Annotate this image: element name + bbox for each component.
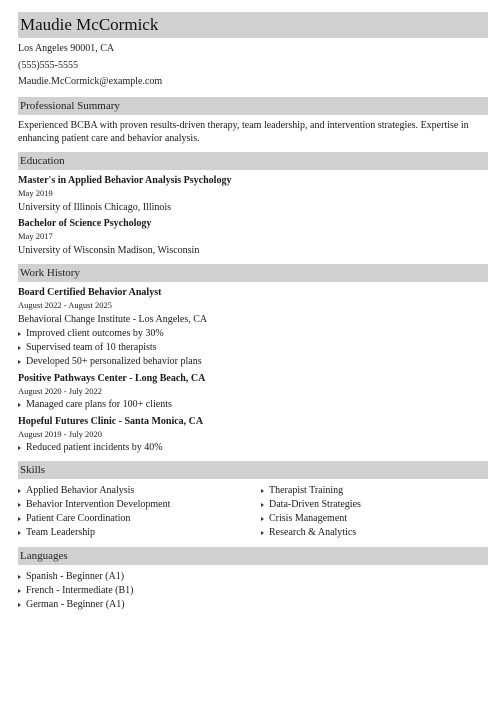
degree-date: May 2017 bbox=[18, 230, 53, 241]
degree-title: Bachelor of Science Psychology bbox=[18, 217, 152, 229]
skill-item: Therapist Training bbox=[261, 484, 488, 498]
education-item bbox=[18, 174, 488, 215]
job-item bbox=[18, 372, 488, 412]
education-list bbox=[18, 174, 488, 258]
candidate-name: Maudie McCormick bbox=[20, 15, 159, 34]
degree-date: May 2019 bbox=[18, 187, 53, 198]
job-bullets bbox=[18, 398, 488, 412]
job-dates: August 2020 - July 2022 bbox=[18, 385, 103, 396]
skill-item: Data-Driven Strategies bbox=[261, 498, 488, 512]
education-section-title: Education bbox=[20, 154, 65, 167]
education-item bbox=[18, 217, 488, 258]
contact-address: Los Angeles 90001, CA bbox=[18, 43, 115, 54]
school-name: University of Wisconsin Madison, Wisconsin bbox=[18, 244, 200, 256]
skills-column-left bbox=[18, 484, 261, 540]
summary-text: Experienced BCBA with proven results-driven therapy, team leadership, and intervention strategies. Expertise in enhancing patient care and behavior analysis. bbox=[18, 119, 469, 144]
name-header bbox=[18, 12, 488, 38]
contact-email: Maudie.McCormick@example.com bbox=[18, 76, 163, 87]
skill-item: Crisis Management bbox=[261, 512, 488, 526]
skill-item: Behavior Intervention Development bbox=[18, 498, 261, 512]
language-item: German - Beginner (A1) bbox=[18, 598, 488, 612]
job-bullet: Reduced patient incidents by 40% bbox=[18, 441, 488, 455]
skill-item: Applied Behavior Analysis bbox=[18, 484, 261, 498]
summary-section-header bbox=[18, 97, 488, 115]
summary-section-title: Professional Summary bbox=[20, 99, 120, 112]
degree-title: Master's in Applied Behavior Analysis Psychology bbox=[18, 174, 232, 186]
contact-info bbox=[18, 41, 488, 91]
work-section-title: Work History bbox=[20, 266, 80, 279]
job-bullet: Supervised team of 10 therapists bbox=[18, 341, 488, 355]
job-dates: August 2019 - July 2020 bbox=[18, 428, 103, 439]
skills-list bbox=[18, 484, 488, 540]
language-item: French - Intermediate (B1) bbox=[18, 584, 488, 598]
skill-item: Team Leadership bbox=[18, 526, 261, 540]
skills-section-header bbox=[18, 461, 488, 479]
skills-column-right bbox=[261, 484, 488, 540]
job-bullets bbox=[18, 327, 488, 369]
job-bullets bbox=[18, 441, 488, 455]
job-item bbox=[18, 286, 488, 369]
work-section-header bbox=[18, 264, 488, 282]
language-item: Spanish - Beginner (A1) bbox=[18, 570, 488, 584]
job-bullet: Developed 50+ personalized behavior plans bbox=[18, 355, 488, 369]
school-name: University of Illinois Chicago, Illinois bbox=[18, 201, 172, 213]
resume bbox=[18, 12, 488, 612]
education-section-header bbox=[18, 152, 488, 170]
job-item bbox=[18, 415, 488, 455]
languages-section-title: Languages bbox=[20, 549, 68, 562]
work-list bbox=[18, 286, 488, 455]
job-dates: August 2022 - August 2025 bbox=[18, 299, 112, 310]
languages-list bbox=[18, 570, 488, 612]
job-company: Behavioral Change Institute - Los Angeles, CA bbox=[18, 313, 208, 325]
job-title: Board Certified Behavior Analyst bbox=[18, 286, 162, 298]
contact-phone: (555)555-5555 bbox=[18, 59, 78, 71]
job-title: Hopeful Futures Clinic - Santa Monica, CA bbox=[18, 415, 204, 427]
skill-item: Research & Analytics bbox=[261, 526, 488, 540]
job-bullet: Managed care plans for 100+ clients bbox=[18, 398, 488, 412]
languages-section-header bbox=[18, 547, 488, 565]
skill-item: Patient Care Coordination bbox=[18, 512, 261, 526]
job-title: Positive Pathways Center - Long Beach, CA bbox=[18, 372, 206, 384]
skills-section-title: Skills bbox=[20, 463, 46, 476]
job-bullet: Improved client outcomes by 30% bbox=[18, 327, 488, 341]
